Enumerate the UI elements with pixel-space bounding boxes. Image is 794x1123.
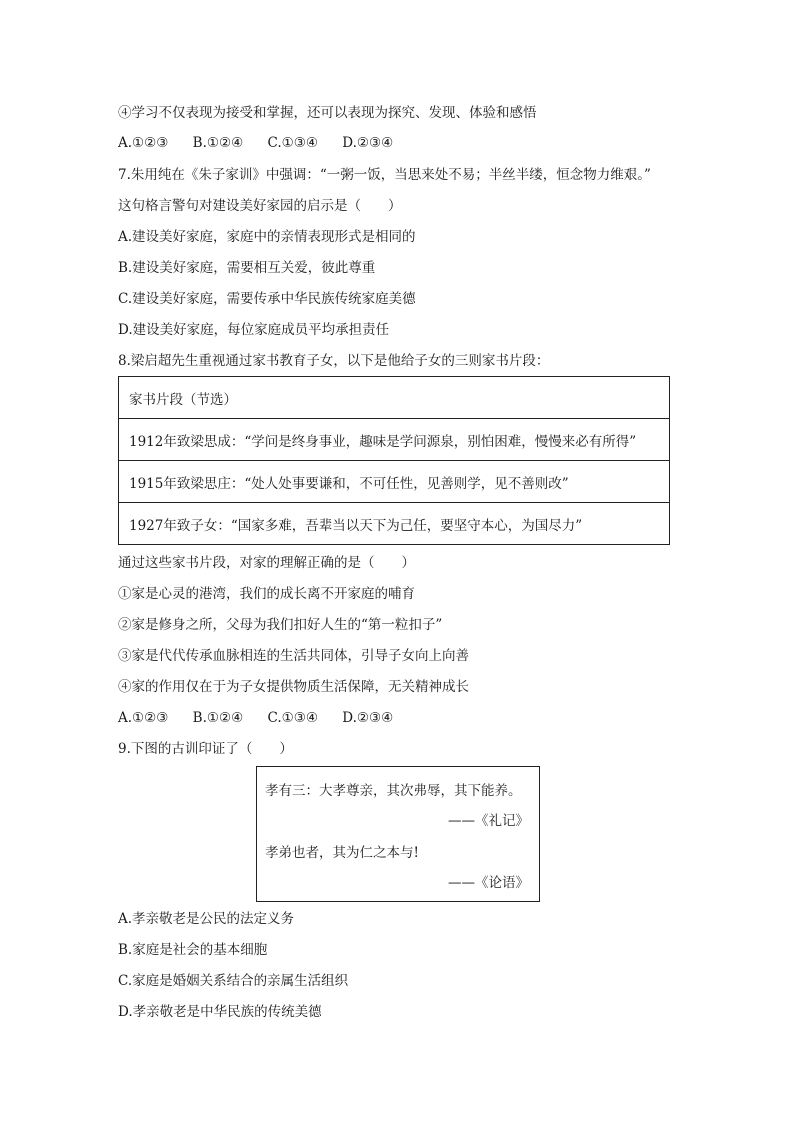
ancient-quotes-box	[256, 766, 540, 902]
q8-item-1: ①家是心灵的港湾，我们的成长离不开家庭的哺育	[118, 586, 415, 602]
q7-option-c: C.建设美好家庭，需要传承中华民族传统家庭美德	[118, 291, 416, 307]
q6-options	[118, 134, 413, 152]
q7-stem-line2: 这句格言警句对建设美好家园的启示是（ ）	[118, 198, 402, 214]
q9-option-d: D.孝亲敬老是中华民族的传统美德	[118, 1004, 322, 1020]
table-cell: 1912年致梁思成：“学问是终身事业，趣味是学问源泉，别怕困难，慢慢来必有所得”	[119, 419, 670, 461]
q7-stem-line1: 7.朱用纯在《朱子家训》中强调：“一粥一饭，当思来处不易；半丝半缕，恒念物力维艰。”	[118, 167, 651, 183]
q7-option-a: A.建设美好家庭，家庭中的亲情表现形式是相同的	[118, 229, 416, 245]
table-row	[119, 377, 670, 419]
table-row	[119, 503, 670, 545]
q8-options	[118, 709, 413, 727]
quote-lunyu: 孝弟也者，其为仁之本与!	[265, 845, 419, 861]
q6-item-4: ④学习不仅表现为接受和掌握，还可以表现为探究、发现、体验和感悟	[118, 105, 537, 121]
table-row	[119, 419, 670, 461]
q8-option-a: A.①②③	[118, 710, 169, 726]
q6-option-d: D.②③④	[342, 135, 394, 151]
table-cell: 1915年致梁思庄：“处人处事要谦和，不可任性，见善则学，见不善则改”	[119, 461, 670, 503]
q8-option-d: D.②③④	[342, 710, 394, 726]
q8-stem: 8.梁启超先生重视通过家书教育子女，以下是他给子女的三则家书片段：	[118, 353, 550, 369]
q9-option-b: B.家庭是社会的基本细胞	[118, 942, 268, 958]
q8-option-c: C.①③④	[267, 710, 318, 726]
source-lunyu: ——《论语》	[448, 875, 529, 891]
q7-option-d: D.建设美好家庭，每位家庭成员平均承担责任	[118, 322, 390, 338]
q6-option-b: B.①②④	[192, 135, 244, 151]
table-cell: 1927年致子女：“国家多难，吾辈当以天下为己任，要坚守本心，为国尽力”	[119, 503, 670, 545]
q9-stem: 9.下图的古训印证了（ ）	[118, 741, 293, 757]
source-liji: ——《礼记》	[448, 813, 529, 829]
q8-item-2: ②家是修身之所，父母为我们扣好人生的“第一粒扣子”	[118, 617, 443, 633]
q9-option-c: C.家庭是婚姻关系结合的亲属生活组织	[118, 973, 349, 989]
family-letters-table	[118, 376, 670, 545]
q8-question: 通过这些家书片段，对家的理解正确的是（ ）	[118, 555, 415, 571]
quote-liji: 孝有三：大孝尊亲，其次弗辱，其下能养。	[265, 783, 522, 799]
q8-option-b: B.①②④	[192, 710, 244, 726]
q6-option-a: A.①②③	[118, 135, 169, 151]
table-row	[119, 461, 670, 503]
q7-option-b: B.建设美好家庭，需要相互关爱，彼此尊重	[118, 260, 376, 276]
q6-option-c: C.①③④	[267, 135, 318, 151]
table-header-cell: 家书片段（节选）	[119, 377, 670, 419]
q9-option-a: A.孝亲敬老是公民的法定义务	[118, 911, 295, 927]
q8-item-4: ④家的作用仅在于为子女提供物质生活保障，无关精神成长	[118, 679, 469, 695]
q8-item-3: ③家是代代传承血脉相连的生活共同体，引导子女向上向善	[118, 648, 469, 664]
